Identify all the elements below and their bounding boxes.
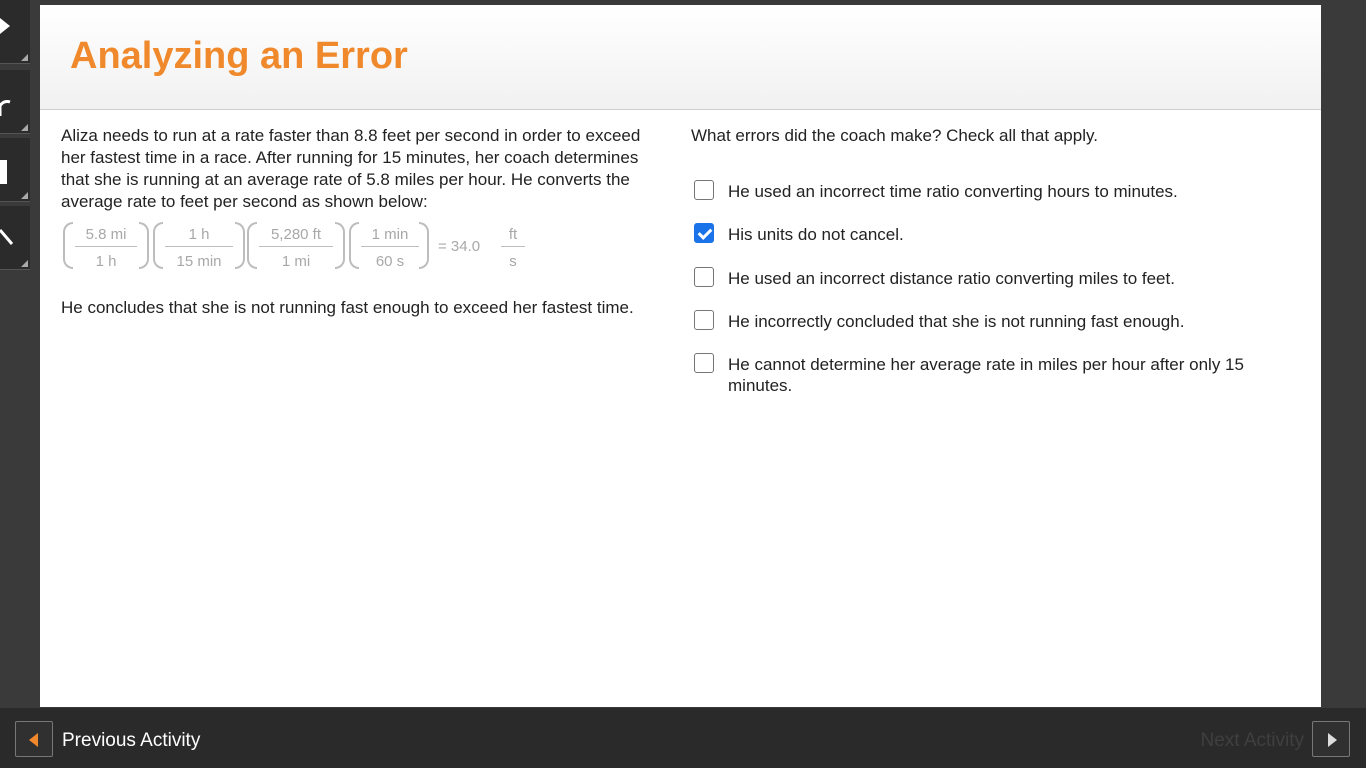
arrow-tool-button[interactable] xyxy=(0,0,30,64)
headphones-tool-button[interactable] xyxy=(0,70,30,134)
page-title: Analyzing an Error xyxy=(70,35,408,77)
pencil-icon xyxy=(0,224,14,254)
next-activity-button[interactable] xyxy=(1312,721,1350,757)
conclusion-text: He concludes that she is not running fast enough to exceed her fastest time. xyxy=(61,298,634,317)
pencil-tool-button[interactable] xyxy=(0,206,30,270)
previous-activity-label[interactable]: Previous Activity xyxy=(62,730,201,751)
fraction-4-den: 60 s xyxy=(375,253,405,270)
paren-close xyxy=(335,222,345,269)
option-5-label[interactable]: He cannot determine her average rate in miles per hour after only 15 minutes. xyxy=(728,355,1244,395)
fraction-3 xyxy=(259,224,333,271)
arrow-icon xyxy=(0,14,14,38)
notepad-tool-button[interactable] xyxy=(0,138,30,202)
headphones-icon xyxy=(0,88,14,118)
paren-close xyxy=(419,222,429,269)
option-1-checkbox[interactable] xyxy=(694,180,714,200)
left-toolbar xyxy=(0,0,32,705)
paren-close xyxy=(139,222,149,269)
option-2-checkbox[interactable] xyxy=(694,223,714,243)
fraction-4-num: 1 min xyxy=(371,226,409,243)
notepad-icon xyxy=(0,156,14,186)
option-3-label[interactable]: He used an incorrect distance ratio converting miles to feet. xyxy=(728,269,1175,288)
panel-header xyxy=(40,5,1321,110)
problem-column xyxy=(61,125,661,319)
fraction-3-num: 5,280 ft xyxy=(270,226,322,243)
fraction-2-den: 15 min xyxy=(176,253,222,270)
result-units-num: ft xyxy=(508,226,518,243)
equation-result-value: = 34.0 xyxy=(438,238,481,255)
result-units xyxy=(501,224,525,271)
next-activity-label[interactable]: Next Activity xyxy=(1200,730,1304,751)
option-4-checkbox[interactable] xyxy=(694,310,714,330)
problem-text: Aliza needs to run at a rate faster than 8.8 feet per second in order to exceed her fastest time in a race. After running for 15 minutes, her coach determines that she is running at an average rate of 5.8 miles per hour. He converts the average rate to feet per second as shown below: xyxy=(61,126,641,211)
fraction-4 xyxy=(361,224,419,271)
conversion-equation xyxy=(61,222,661,272)
option-4-label[interactable]: He incorrectly concluded that she is not running fast enough. xyxy=(728,312,1185,331)
activity-panel xyxy=(40,5,1321,707)
bottom-nav-bar xyxy=(0,708,1366,768)
previous-activity-button[interactable] xyxy=(15,721,53,757)
chevron-right-icon xyxy=(1328,733,1337,747)
result-units-den: s xyxy=(509,253,517,270)
fraction-2 xyxy=(165,224,233,271)
question-column xyxy=(691,125,1291,395)
fraction-3-den: 1 mi xyxy=(281,253,311,270)
paren-open xyxy=(349,222,359,269)
fraction-2-num: 1 h xyxy=(188,226,210,243)
fraction-1-num: 5.8 mi xyxy=(85,226,127,243)
paren-open xyxy=(153,222,163,269)
fraction-1 xyxy=(75,224,137,271)
fraction-1-den: 1 h xyxy=(95,253,117,270)
chevron-left-icon xyxy=(29,733,38,747)
option-5-checkbox[interactable] xyxy=(694,353,714,373)
option-1-label[interactable]: He used an incorrect time ratio converting hours to minutes. xyxy=(728,182,1178,201)
question-prompt: What errors did the coach make? Check all that apply. xyxy=(691,126,1098,145)
option-3-checkbox[interactable] xyxy=(694,267,714,287)
option-2-label[interactable]: His units do not cancel. xyxy=(728,225,904,244)
paren-open xyxy=(247,222,257,269)
paren-open xyxy=(63,222,73,269)
paren-close xyxy=(235,222,245,269)
